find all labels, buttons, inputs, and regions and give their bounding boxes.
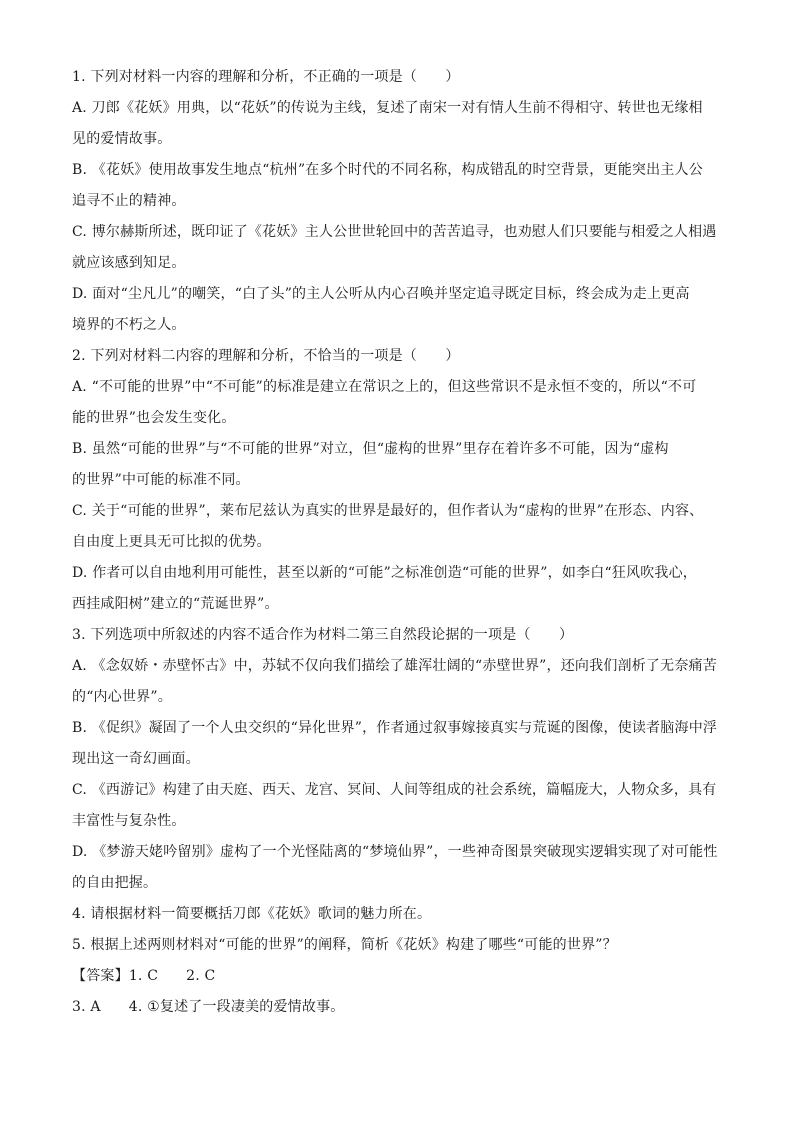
- text-line: 3. 下列选项中所叙述的内容不适合作为材料二第三自然段论据的一项是（ ）: [72, 627, 574, 643]
- text-line: B. 《促织》凝固了一个人虫交织的“异化世界”，作者通过叙事嫁接真实与荒诞的图像，使读者脑海中浮: [72, 720, 718, 736]
- text-line: 4. 请根据材料一简要概括刀郎《花妖》歌词的魅力所在。: [72, 906, 432, 922]
- text-line: A. “不可能的世界”中“不可能”的标准是建立在常识之上的，但这些常识不是永恒不变的，所以“不可: [72, 379, 697, 395]
- text-line: C. 博尔赫斯所述，既印证了《花妖》主人公世世轮回中的苦苦追寻，也劝慰人们只要能与相爱之人相遇: [72, 224, 717, 240]
- text-line: 西挂咸阳树”建立的“荒诞世界”。: [72, 596, 279, 612]
- text-line: 的自由把握。: [72, 875, 158, 891]
- text-line: 丰富性与复杂性。: [72, 813, 186, 829]
- question-text: [72, 62, 728, 961]
- answer-2: 2. C: [186, 968, 216, 984]
- text-line: 现出这一奇幻画面。: [72, 751, 200, 767]
- text-line: 自由度上更具无可比拟的优势。: [72, 534, 271, 550]
- answer-line-2: [72, 992, 728, 1023]
- text-line: 就应该感到知足。: [72, 255, 186, 271]
- text-line: D. 作者可以自由地利用可能性，甚至以新的“可能”之标准创造“可能的世界”，如李白“狂风吹我心，: [72, 565, 698, 581]
- text-line: C. 关于“可能的世界”，莱布尼兹认为真实的世界是最好的，但作者认为“虚构的世界”在形态、内容、: [72, 503, 704, 519]
- text-line: 2. 下列对材料二内容的理解和分析，不恰当的一项是（ ）: [72, 348, 460, 364]
- answer-4: 4. ①复述了一段凄美的爱情故事。: [128, 999, 345, 1015]
- text-line: B. 《花妖》使用故事发生地点“杭州”在多个时代的不同名称，构成错乱的时空背景，更能突出主人公: [72, 162, 703, 178]
- answer-line: [72, 961, 728, 992]
- text-line: A. 《念奴娇・赤壁怀古》中，苏轼不仅向我们描绘了雄浑壮阔的“赤壁世界”，还向我们剖析了无奈痛苦: [72, 658, 717, 674]
- answer-3: 3. A: [72, 999, 101, 1015]
- text-line: A. 刀郎《花妖》用典，以“花妖”的传说为主线，复述了南宋一对有情人生前不得相守、转世也无缘相: [72, 100, 703, 116]
- text-line: 的“内心世界”。: [72, 689, 172, 705]
- text-line: C. 《西游记》构建了由天庭、西天、龙宫、冥间、人间等组成的社会系统，篇幅庞大，人物众多，具有: [72, 782, 717, 798]
- text-line: 追寻不止的精神。: [72, 193, 186, 209]
- answer-tag: 【答案】: [72, 968, 129, 984]
- text-line: D. 《梦游天姥吟留别》虚构了一个光怪陆离的“梦境仙界”，一些神奇图景突破现实逻辑实现了对可能性: [72, 844, 718, 860]
- text-line: 境界的不朽之人。: [72, 317, 186, 333]
- text-line: D. 面对“尘凡儿”的嘲笑，“白了头”的主人公听从内心召唤并坚定追寻既定目标，终会成为走上更高: [72, 286, 690, 302]
- text-line: 见的爱情故事。: [72, 131, 172, 147]
- text-line: B. 虽然“可能的世界”与“不可能的世界”对立，但“虚构的世界”里存在着许多不可能，因为“虚构: [72, 441, 669, 457]
- text-line: 能的世界”也会发生变化。: [72, 410, 236, 426]
- text-line: 的世界”中可能的标准不同。: [72, 472, 250, 488]
- text-line: 5. 根据上述两则材料对“可能的世界”的阐释，简析《花妖》构建了哪些“可能的世界”？: [72, 937, 617, 953]
- answer-1: 1. C: [128, 968, 159, 984]
- text-line: 1. 下列对材料一内容的理解和分析，不正确的一项是（ ）: [72, 69, 460, 85]
